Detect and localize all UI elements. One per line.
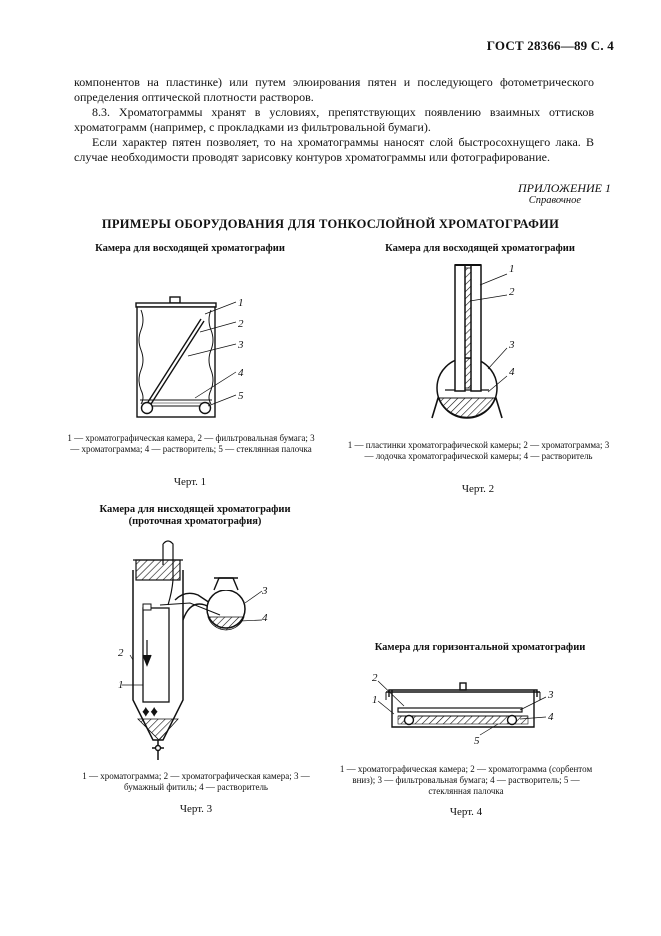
appendix-sublabel: Справочное (528, 195, 581, 206)
figure-2-number: Черт. 2 (461, 483, 495, 495)
fig3-label-1: 1 (118, 679, 124, 691)
appendix-label: ПРИЛОЖЕНИЕ 1 (518, 181, 611, 195)
fig3-label-2: 2 (118, 647, 124, 659)
fig2-label-4: 4 (509, 366, 515, 378)
fig2-label-3: 3 (509, 339, 515, 351)
fig4-label-1: 1 (372, 694, 378, 706)
figure-4-title: Камера для горизонтальной хроматографии (374, 642, 586, 653)
svg-text:♦ ♦: ♦ ♦ (143, 706, 157, 718)
figure-3-drawing (122, 541, 262, 760)
figure-3-caption: 1 — хроматограмма; 2 — хроматографическая камера; 3 — бумажный фитиль; 4 — растворитель (82, 771, 310, 792)
fig4-label-3: 3 (548, 689, 554, 701)
fig1-label-5: 5 (238, 390, 244, 402)
figure-3-subtitle: (проточная хроматография) (128, 516, 262, 527)
figure-2-drawing (432, 265, 507, 418)
figure-4-number: Черт. 4 (449, 806, 483, 818)
figure-1-drawing (136, 297, 236, 417)
figure-1-title: Камера для восходящей хроматографии (95, 243, 285, 254)
figure-3-title: Камера для нисходящей хроматографии (99, 504, 291, 515)
fig1-label-2: 2 (238, 318, 244, 330)
paragraph-lacquer: Если характер пятен позволяет, то на хроматограммы наносят слой быстросохнущего лака. В случае необходимости проводят зарисовку контуров хроматограммы или фотографирование. (74, 135, 594, 164)
fig4-label-4: 4 (548, 711, 554, 723)
figure-4-caption: 1 — хроматографическая камера; 2 — хроматограмма (сорбентом вниз); 3 — фильтровальная бумага; 4 — растворитель; 5 — стеклянная палочка (339, 764, 593, 796)
fig3-label-3: 3 (262, 585, 268, 597)
fig2-label-1: 1 (509, 263, 515, 275)
figure-2-caption: 1 — пластинки хроматографической камеры; 2 — хроматограмма; 3 — лодочка хроматографической камеры; 4 — растворитель (347, 440, 610, 461)
paragraph-continuation: компонентов на пластинке) или путем элюирования пятен и последующего фотометрического определения оптической плотности растворов. (74, 75, 594, 104)
fig1-label-4: 4 (238, 367, 244, 379)
fig1-label-1: 1 (238, 297, 244, 309)
paragraph-8-3: 8.3. Хроматограммы хранят в условиях, препятствующих появлению взаимных оттисков хроматограмм (например, с прокладками из фильтровальной бумаги). (74, 105, 594, 134)
figure-2-title: Камера для восходящей хроматографии (385, 243, 575, 254)
fig4-label-2: 2 (372, 672, 378, 684)
fig3-label-4: 4 (262, 612, 268, 624)
appendix-title: ПРИМЕРЫ ОБОРУДОВАНИЯ ДЛЯ ТОНКОСЛОЙНОЙ ХРОМАТОГРАФИИ (101, 217, 560, 231)
figure-4-drawing (378, 681, 546, 735)
figure-1-number: Черт. 1 (173, 476, 207, 488)
fig2-label-2: 2 (509, 286, 515, 298)
page-header: ГОСТ 28366—89 С. 4 (486, 38, 614, 53)
figure-3-number: Черт. 3 (179, 803, 213, 815)
figure-1-caption: 1 — хроматографическая камера, 2 — фильтровальная бумага; 3 — хроматограмма; 4 — растворитель; 5 — стеклянная палочка (67, 433, 315, 454)
fig1-label-3: 3 (238, 339, 244, 351)
fig4-label-5: 5 (474, 735, 480, 747)
